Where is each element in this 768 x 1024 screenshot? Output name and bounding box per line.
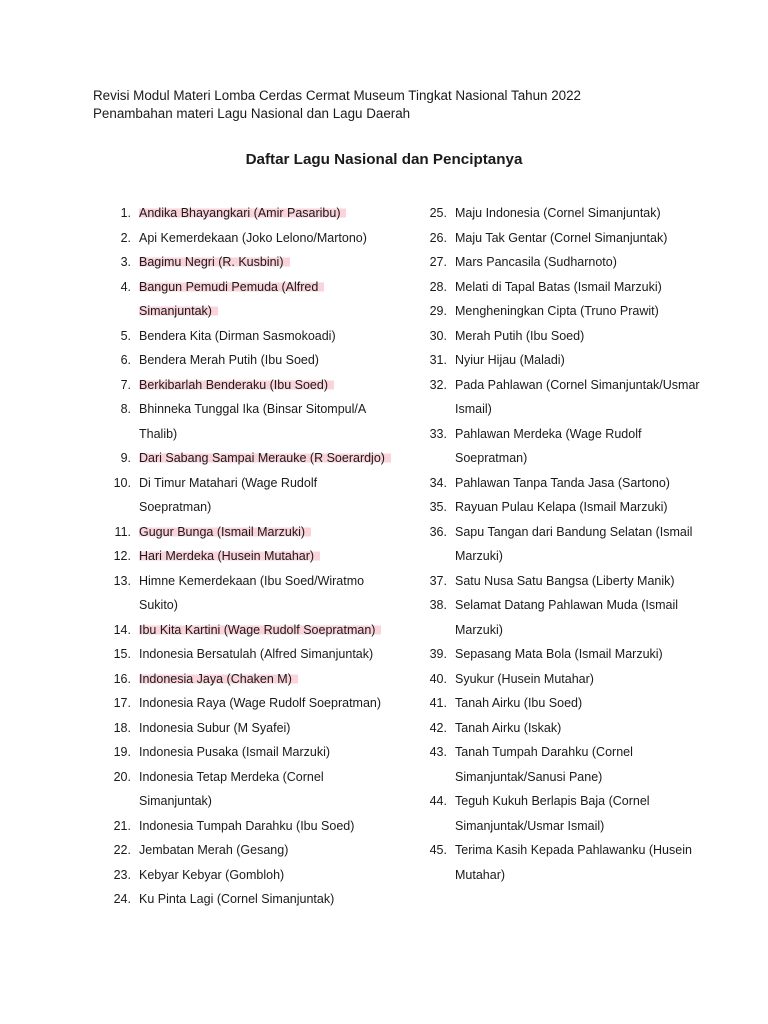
song-title: Ku Pinta Lagi (Cornel Simanjuntak): [139, 892, 335, 906]
song-number: 21.: [113, 818, 131, 833]
song-list-item: [112, 446, 392, 471]
song-title: Selamat Datang Pahlawan Muda (Ismail Marzuki): [455, 598, 679, 637]
song-list-item: [428, 348, 708, 373]
song-title-wrap: [455, 226, 705, 251]
song-number: 37.: [429, 573, 447, 588]
song-title-highlighted: Berkibarlah Benderaku (Ibu Soed): [139, 378, 334, 392]
song-title-wrap: [139, 275, 391, 324]
song-title-wrap: [455, 593, 705, 642]
song-number: 40.: [429, 671, 447, 686]
song-title-wrap: [139, 691, 391, 716]
song-number: 9.: [120, 451, 131, 465]
song-number: 13.: [113, 573, 131, 588]
song-list-item: [428, 324, 708, 349]
song-title: Indonesia Tetap Merdeka (Cornel Simanjuntak): [139, 769, 324, 808]
song-list-item: [112, 691, 392, 716]
song-number: 14.: [113, 622, 131, 637]
song-title: Pahlawan Tanpa Tanda Jasa (Sartono): [455, 475, 670, 490]
song-title: Tanah Airku (Ibu Soed): [455, 696, 583, 710]
song-number: 35.: [429, 500, 447, 514]
song-list-item: [428, 642, 708, 667]
song-list-item: [112, 716, 392, 741]
song-list-item: [112, 544, 392, 569]
song-title-wrap: [455, 250, 705, 275]
song-title-wrap: [455, 299, 705, 324]
song-number: 10.: [113, 475, 131, 490]
song-title-wrap: [455, 716, 705, 741]
song-number: 16.: [113, 671, 131, 686]
song-list-item: [428, 275, 708, 300]
song-title-highlighted: Gugur Bunga (Ismail Marzuki): [139, 525, 311, 539]
song-title: Jembatan Merah (Gesang): [139, 843, 289, 857]
song-title-wrap: [455, 740, 705, 789]
song-title-wrap: [139, 740, 391, 765]
song-title-wrap: [139, 397, 391, 446]
song-list-item: [112, 838, 392, 863]
song-list-item: [428, 471, 708, 496]
song-title: Teguh Kukuh Berlapis Baja (Cornel Simanjuntak/Usmar Ismail): [455, 794, 650, 833]
song-list-item: [428, 226, 708, 251]
song-title-wrap: [139, 373, 391, 398]
song-number: 44.: [429, 794, 447, 808]
song-number: 2.: [120, 230, 131, 245]
song-number: 38.: [429, 598, 447, 612]
song-list-item: [428, 593, 708, 642]
song-list-item: [428, 373, 708, 422]
song-title: Indonesia Raya (Wage Rudolf Soepratman): [139, 696, 382, 710]
song-title: Terima Kasih Kepada Pahlawanku (Husein Mutahar): [455, 843, 692, 882]
song-list-item: [112, 471, 392, 520]
song-title: Sapu Tangan dari Bandung Selatan (Ismail Marzuki): [455, 524, 693, 563]
song-title-wrap: [139, 226, 391, 251]
song-title: Indonesia Pusaka (Ismail Marzuki): [139, 745, 331, 759]
song-title: Tanah Tumpah Darahku (Cornel Simanjuntak/Sanusi Pane): [455, 745, 633, 784]
song-title-wrap: [139, 348, 391, 373]
song-title: Bendera Merah Putih (Ibu Soed): [139, 353, 319, 367]
song-list-item: [112, 226, 392, 251]
song-list-item: [428, 520, 708, 569]
song-number: 6.: [120, 353, 131, 367]
song-title-wrap: [139, 201, 391, 226]
song-title-wrap: [139, 569, 391, 618]
song-title: Pahlawan Merdeka (Wage Rudolf Soepratman): [455, 426, 642, 465]
song-number: 15.: [113, 647, 131, 661]
song-title-wrap: [139, 446, 391, 471]
song-list-item: [112, 397, 392, 446]
song-title: Mars Pancasila (Sudharnoto): [455, 255, 617, 269]
song-title: Maju Indonesia (Cornel Simanjuntak): [455, 206, 661, 220]
song-list-item: [428, 495, 708, 520]
song-title: Melati di Tapal Batas (Ismail Marzuki): [455, 279, 662, 294]
song-title: Merah Putih (Ibu Soed): [455, 328, 585, 343]
song-number: 36.: [429, 524, 447, 539]
song-list-item: [428, 789, 708, 838]
song-number: 33.: [429, 426, 447, 441]
song-title-wrap: [455, 422, 705, 471]
song-list-item: [112, 814, 392, 839]
song-list-item: [112, 520, 392, 545]
song-title: Maju Tak Gentar (Cornel Simanjuntak): [455, 230, 668, 245]
song-list-item: [112, 324, 392, 349]
song-list-item: [428, 838, 708, 887]
song-title: Api Kemerdekaan (Joko Lelono/Martono): [139, 230, 367, 245]
song-title-highlighted: Bagimu Negri (R. Kusbini): [139, 255, 290, 269]
song-number: 23.: [113, 867, 131, 882]
song-title: Sepasang Mata Bola (Ismail Marzuki): [455, 647, 663, 661]
song-list-item: [428, 667, 708, 692]
song-title-wrap: [139, 765, 391, 814]
song-title-wrap: [455, 691, 705, 716]
song-number: 34.: [429, 475, 447, 490]
song-number: 3.: [120, 255, 131, 269]
song-list-item: [428, 691, 708, 716]
song-number: 5.: [120, 328, 131, 343]
song-title: Bhinneka Tunggal Ika (Binsar Sitompul/A Thalib): [139, 402, 366, 441]
song-title-wrap: [139, 250, 391, 275]
song-list-item: [428, 299, 708, 324]
song-number: 11.: [114, 524, 131, 539]
song-list-item: [112, 250, 392, 275]
song-number: 20.: [113, 769, 131, 784]
song-title: Indonesia Subur (M Syafei): [139, 720, 291, 735]
song-title-wrap: [139, 642, 391, 667]
song-title-wrap: [455, 667, 705, 692]
song-number: 41.: [429, 696, 447, 710]
song-title-wrap: [455, 471, 705, 496]
song-title-highlighted: Indonesia Jaya (Chaken M): [139, 672, 298, 686]
song-number: 7.: [120, 377, 131, 392]
song-list-item: [112, 201, 392, 226]
song-list-right: [428, 201, 708, 887]
song-list-item: [112, 569, 392, 618]
song-list-item: [112, 740, 392, 765]
song-title: Syukur (Husein Mutahar): [455, 671, 594, 686]
song-title-wrap: [455, 275, 705, 300]
song-list-item: [112, 765, 392, 814]
song-number: 45.: [429, 843, 447, 857]
song-title-wrap: [139, 324, 391, 349]
song-number: 25.: [429, 206, 447, 220]
song-list-item: [112, 348, 392, 373]
song-title-wrap: [455, 373, 705, 422]
song-list-item: [112, 887, 392, 912]
song-list-item: [428, 422, 708, 471]
song-list-item: [112, 373, 392, 398]
song-title-wrap: [139, 716, 391, 741]
song-title: Pada Pahlawan (Cornel Simanjuntak/Usmar Ismail): [455, 377, 700, 416]
song-title-wrap: [455, 348, 705, 373]
song-number: 29.: [429, 304, 447, 318]
song-number: 28.: [429, 279, 447, 294]
song-number: 1.: [120, 206, 131, 220]
header-line-1: Revisi Modul Materi Lomba Cerdas Cermat Museum Tingkat Nasional Tahun 2022: [93, 88, 581, 103]
song-number: 32.: [429, 377, 447, 392]
song-number: 42.: [429, 720, 447, 735]
song-title-wrap: [139, 667, 391, 692]
song-title: Kebyar Kebyar (Gombloh): [139, 867, 285, 882]
song-number: 12.: [113, 549, 131, 563]
song-title: Mengheningkan Cipta (Truno Prawit): [455, 304, 659, 318]
song-number: 39.: [429, 647, 447, 661]
song-title-wrap: [455, 642, 705, 667]
song-list-item: [112, 667, 392, 692]
song-title-wrap: [455, 838, 705, 887]
song-title-wrap: [139, 887, 391, 912]
song-title-wrap: [139, 814, 391, 839]
song-title-highlighted: Dari Sabang Sampai Merauke (R Soerardjo): [139, 451, 391, 465]
song-title: Himne Kemerdekaan (Ibu Soed/Wiratmo Sukito): [139, 573, 365, 612]
song-title-highlighted: Bangun Pemudi Pemuda (Alfred Simanjuntak): [139, 280, 324, 319]
song-title: Tanah Airku (Iskak): [455, 720, 562, 735]
song-list-item: [428, 716, 708, 741]
song-title-wrap: [139, 471, 391, 520]
song-number: 26.: [429, 230, 447, 245]
song-title-wrap: [139, 520, 391, 545]
song-number: 19.: [113, 745, 131, 759]
song-title-wrap: [455, 324, 705, 349]
song-list-item: [428, 569, 708, 594]
song-title-highlighted: Hari Merdeka (Husein Mutahar): [139, 549, 320, 563]
song-title: Indonesia Tumpah Darahku (Ibu Soed): [139, 818, 355, 833]
song-title: Satu Nusa Satu Bangsa (Liberty Manik): [455, 573, 675, 588]
song-title-wrap: [455, 789, 705, 838]
song-title: Bendera Kita (Dirman Sasmokoadi): [139, 328, 336, 343]
song-number: 18.: [113, 720, 131, 735]
song-title-highlighted: Ibu Kita Kartini (Wage Rudolf Soepratman): [139, 623, 381, 637]
song-title-wrap: [455, 569, 705, 594]
song-number: 30.: [429, 328, 447, 343]
page-title: Daftar Lagu Nasional dan Penciptanya: [245, 151, 523, 168]
song-title-wrap: [455, 201, 705, 226]
song-list-item: [428, 250, 708, 275]
song-number: 31.: [429, 353, 447, 367]
song-list-item: [428, 740, 708, 789]
song-number: 17.: [113, 696, 131, 710]
song-title-wrap: [139, 863, 391, 888]
song-title-wrap: [139, 838, 391, 863]
song-number: 8.: [120, 402, 131, 416]
song-title: Rayuan Pulau Kelapa (Ismail Marzuki): [455, 500, 668, 514]
song-list-left: [112, 201, 392, 912]
song-list-item: [428, 201, 708, 226]
song-number: 22.: [113, 843, 131, 857]
song-title: Di Timur Matahari (Wage Rudolf Soepratman): [139, 475, 318, 514]
song-list-item: [112, 275, 392, 324]
song-list-item: [112, 863, 392, 888]
song-list-item: [112, 618, 392, 643]
song-number: 43.: [429, 745, 447, 759]
song-number: 24.: [113, 892, 131, 906]
song-number: 4.: [120, 279, 131, 294]
song-title-wrap: [139, 544, 391, 569]
song-title-highlighted: Andika Bhayangkari (Amir Pasaribu): [139, 206, 346, 220]
header-line-2: Penambahan materi Lagu Nasional dan Lagu Daerah: [93, 106, 411, 121]
song-title: Indonesia Bersatulah (Alfred Simanjuntak): [139, 647, 374, 661]
song-title-wrap: [455, 520, 705, 569]
song-list-item: [112, 642, 392, 667]
song-number: 27.: [429, 255, 447, 269]
song-title-wrap: [139, 618, 391, 643]
song-title-wrap: [455, 495, 705, 520]
song-title: Nyiur Hijau (Maladi): [455, 353, 565, 367]
